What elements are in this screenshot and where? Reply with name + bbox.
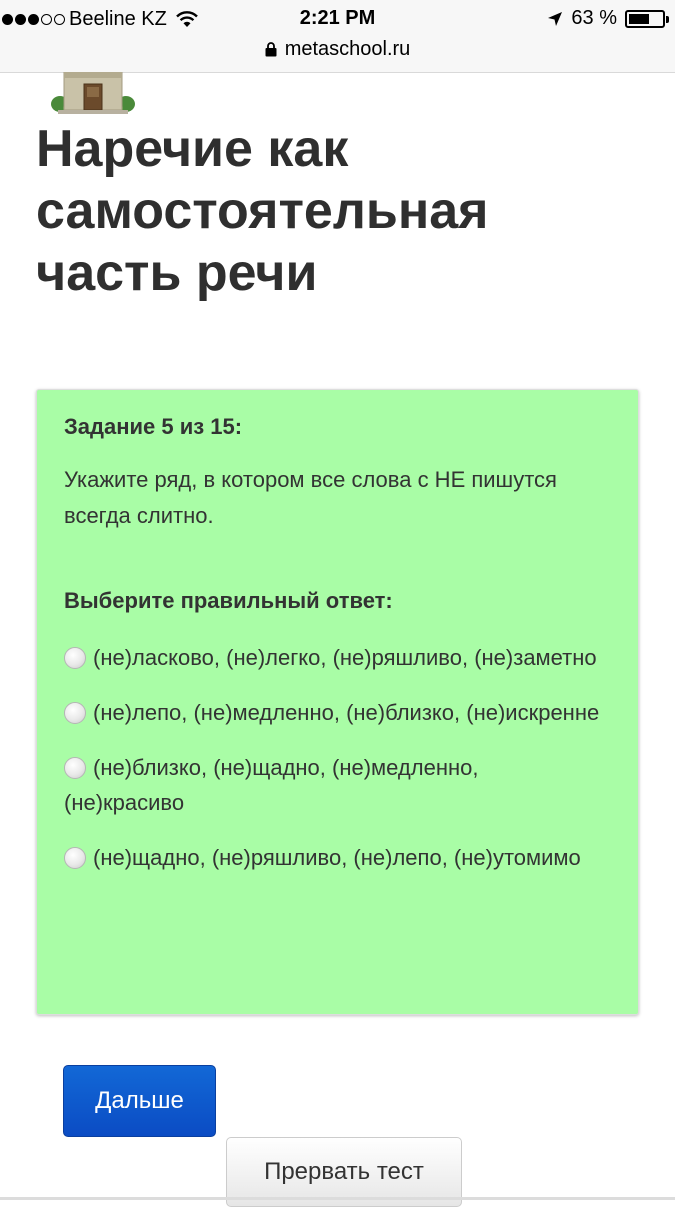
answer-option[interactable] bbox=[64, 640, 604, 675]
abort-test-button[interactable]: Прервать тест bbox=[226, 1137, 462, 1207]
answer-option[interactable] bbox=[64, 840, 604, 875]
lock-icon bbox=[265, 42, 277, 57]
next-button[interactable]: Дальше bbox=[63, 1065, 216, 1137]
battery-percentage: 63 % bbox=[571, 7, 617, 29]
radio-button[interactable] bbox=[64, 757, 86, 779]
answer-option-label: (не)щадно, (не)ряшливо, (не)лепо, (не)утомимо bbox=[93, 845, 581, 870]
page-title: Наречие как самостоятельная часть речи bbox=[36, 120, 489, 302]
answer-option-label: (не)ласково, (не)легко, (не)ряшливо, (не)заметно bbox=[93, 645, 597, 670]
battery-level bbox=[629, 14, 649, 24]
answer-option-label: (не)лепо, (не)медленно, (не)близко, (не)искренне bbox=[93, 700, 600, 725]
answer-option[interactable] bbox=[64, 750, 604, 820]
question-text: Укажите ряд, в котором все слова с НЕ пишутся всегда слитно. bbox=[64, 467, 557, 528]
house-logo-icon bbox=[50, 72, 136, 114]
answer-options bbox=[64, 640, 604, 895]
url-text: metaschool.ru bbox=[284, 38, 411, 60]
question-counter: Задание 5 из 15: bbox=[64, 414, 243, 439]
status-bar bbox=[0, 0, 675, 73]
radio-button[interactable] bbox=[64, 702, 86, 724]
answer-option-label: (не)близко, (не)щадно, (не)медленно, (не)красиво bbox=[64, 755, 479, 815]
radio-button[interactable] bbox=[64, 647, 86, 669]
answer-heading: Выберите правильный ответ: bbox=[64, 588, 393, 613]
radio-button[interactable] bbox=[64, 847, 86, 869]
answer-option[interactable] bbox=[64, 695, 604, 730]
carrier-name: Beeline KZ bbox=[69, 7, 167, 30]
status-right bbox=[547, 7, 665, 30]
address-bar[interactable] bbox=[0, 38, 675, 61]
clock: 2:21 PM bbox=[299, 7, 376, 29]
location-arrow-icon bbox=[547, 11, 563, 27]
quiz-panel bbox=[36, 389, 639, 1015]
battery-icon bbox=[625, 10, 665, 28]
